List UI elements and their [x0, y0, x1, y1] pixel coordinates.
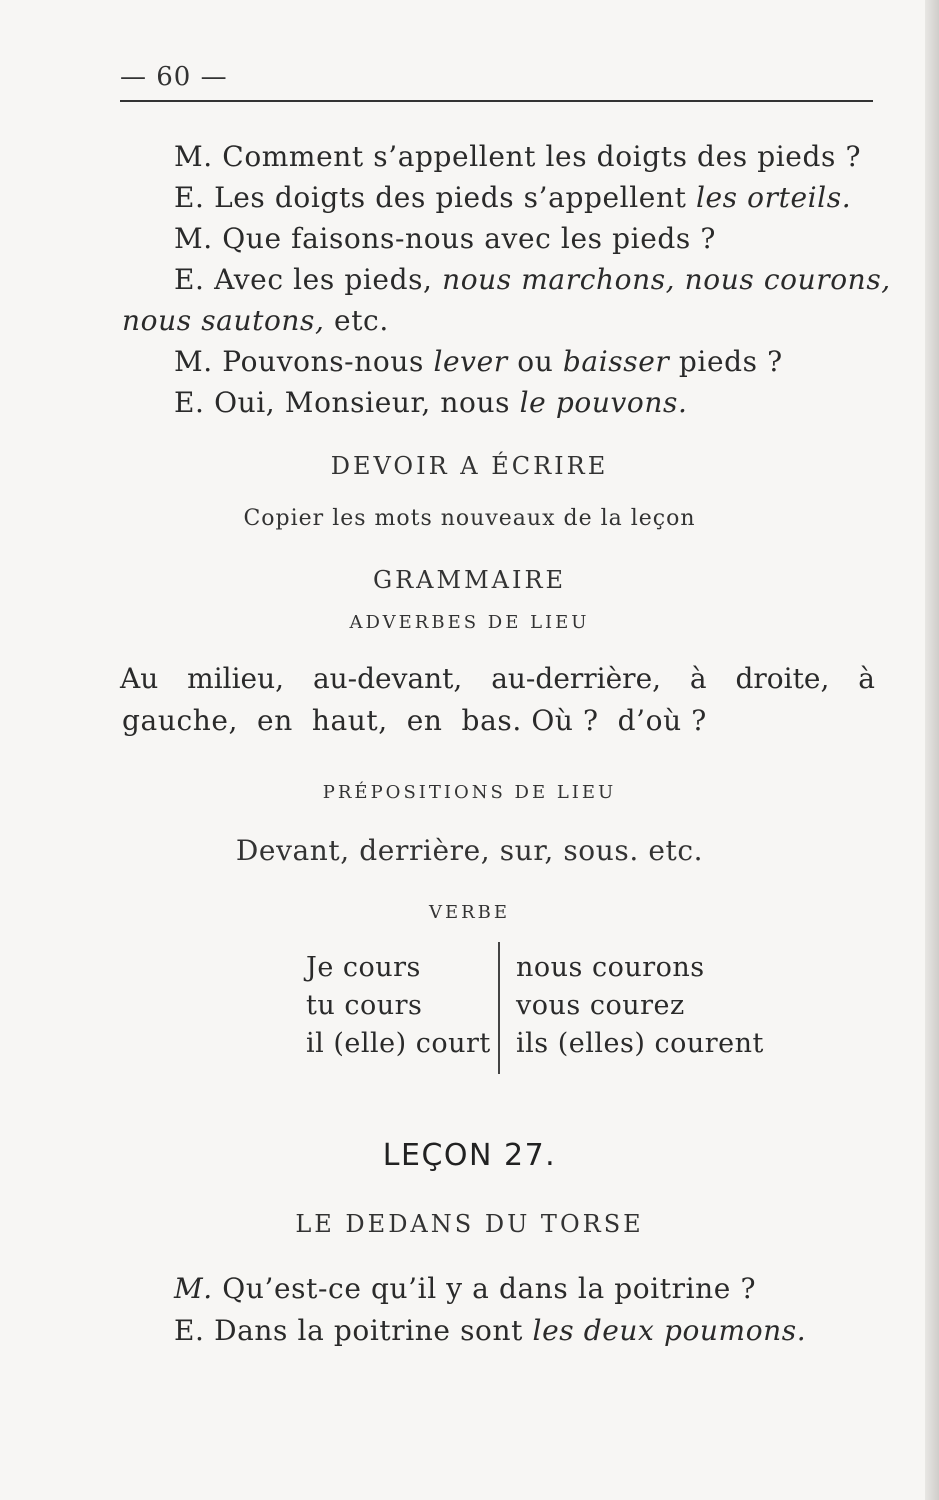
adverb-word: à [858, 662, 875, 695]
dialogue-text: pieds ? [678, 345, 783, 378]
adverb-word: à [689, 662, 707, 695]
dialogue-line [174, 222, 716, 255]
dialogue-continuation [122, 304, 389, 337]
grammaire-heading: GRAMMAIRE [372, 566, 567, 594]
dialogue-text: Qu’est-ce qu’il y a dans la poitrine ? [222, 1272, 757, 1305]
dialogue-text: Que faisons-nous avec les pieds ? [222, 222, 716, 255]
dialogue-italic: les deux poumons. [532, 1314, 807, 1347]
adverbes-heading: ADVERBES DE LIEU [349, 612, 590, 633]
dialogue-italic: le pouvons. [519, 386, 688, 419]
devoir-heading: DEVOIR A ÉCRIRE [330, 452, 609, 480]
page-header [120, 62, 880, 102]
adverbes-line-2: gauche, en haut, en bas. Où ? d’où ? [122, 704, 707, 737]
verb-singular: Je cours [306, 952, 421, 983]
dialogue-italic: les orteils. [695, 181, 852, 214]
header-rule [120, 100, 873, 102]
verb-plural: nous courons [516, 952, 705, 983]
page-number: — 60 — [120, 62, 228, 92]
dialogue-text: Les doigts des pieds s’appellent [214, 181, 687, 214]
prepositions-heading: PRÉPOSITIONS DE LIEU [322, 782, 617, 803]
adverb-word: milieu, [187, 662, 285, 695]
dialogue-text: ou [517, 345, 554, 378]
dialogue-line [174, 181, 851, 214]
dialogue-line [174, 263, 891, 296]
adverb-word: au-devant, [312, 662, 463, 695]
speaker: M. [174, 140, 213, 173]
speaker: M. [174, 222, 213, 255]
dialogue-text: Comment s’appellent les doigts des pieds ? [222, 140, 862, 173]
dialogue-text: Oui, Monsieur, nous [214, 386, 511, 419]
verb-plural: ils (elles) courent [516, 1028, 764, 1059]
adverb-word: droite, [735, 662, 830, 695]
speaker: E. [174, 1314, 205, 1347]
dialogue-italic: baisser [562, 345, 670, 378]
dialogue-italic: nous sautons, [122, 304, 325, 337]
speaker: E. [174, 263, 205, 296]
prepositions-text: Devant, derrière, sur, sous. etc. [235, 834, 704, 867]
verb-divider [498, 942, 500, 1074]
lesson-subtitle: LE DEDANS DU TORSE [295, 1210, 644, 1238]
speaker: E. [174, 181, 205, 214]
lesson-title: LEÇON 27. [382, 1138, 557, 1173]
dialogue-text: Pouvons-nous [222, 345, 424, 378]
speaker: M. [174, 345, 213, 378]
verb-singular: il (elle) court [306, 1028, 491, 1059]
page-edge [925, 0, 939, 1500]
verb-plural: vous courez [516, 990, 685, 1021]
devoir-instruction: Copier les mots nouveaux de la leçon [243, 506, 696, 531]
adverb-word: Au [120, 662, 159, 695]
dialogue-text: Dans la poitrine sont [214, 1314, 524, 1347]
speaker: M. [174, 1272, 213, 1305]
dialogue-text: etc. [334, 304, 389, 337]
adverbes-line-1 [120, 662, 875, 695]
dialogue-italic: nous marchons, nous courons, [442, 263, 891, 296]
dialogue-text: Avec les pieds, [214, 263, 433, 296]
dialogue-line [174, 386, 687, 419]
verb-singular: tu cours [306, 990, 423, 1021]
verbe-heading: VERBE [428, 902, 511, 923]
dialogue-line [174, 1272, 756, 1305]
dialogue-line [174, 140, 861, 173]
speaker: E. [174, 386, 205, 419]
dialogue-line [174, 345, 783, 378]
dialogue-line [174, 1314, 806, 1347]
dialogue-italic: lever [433, 345, 508, 378]
adverb-word: au-derrière, [491, 662, 662, 695]
